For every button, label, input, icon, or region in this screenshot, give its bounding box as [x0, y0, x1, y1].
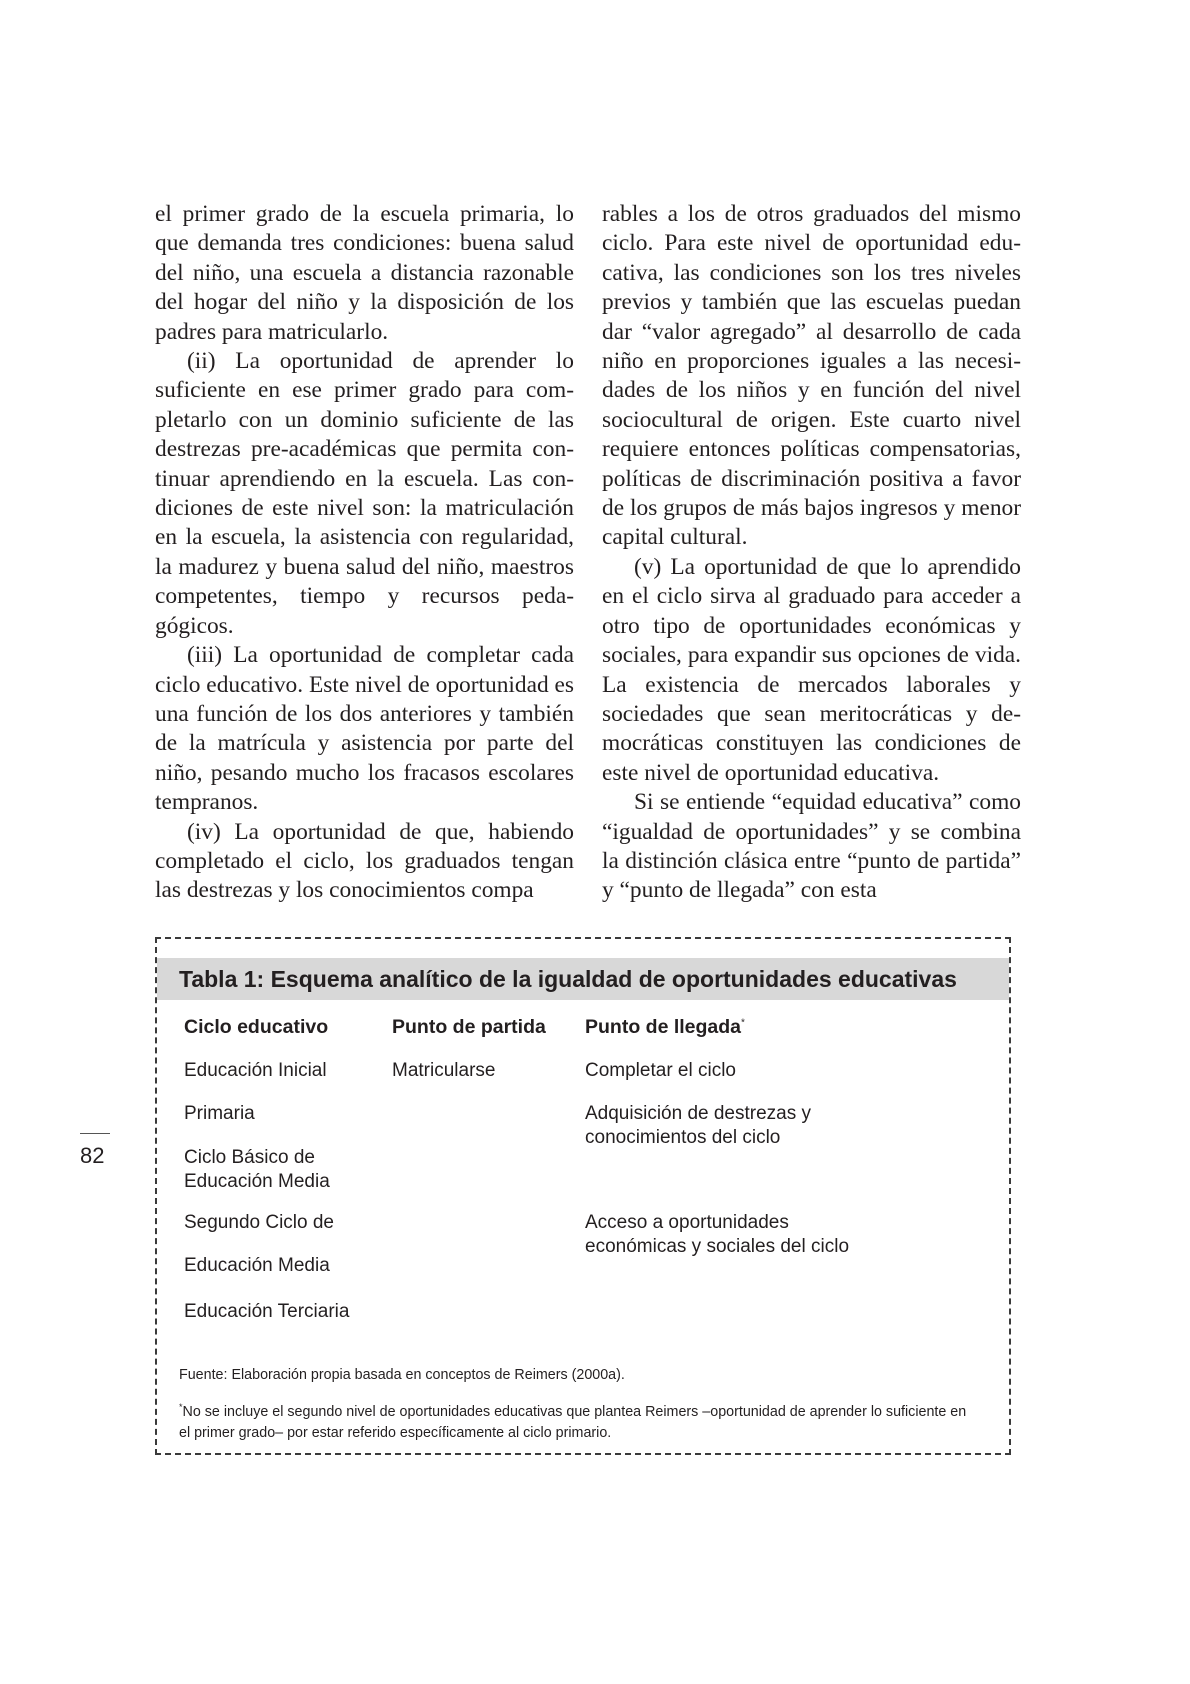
cell-punto-de-llegada: Adquisición de destrezas y conocimientos del ciclo [585, 1103, 812, 1148]
header-punto-de-partida: Punto de partida [392, 1016, 546, 1038]
page-number-rule [80, 1133, 110, 1134]
table-source: Fuente: Elaboración propia basada en conceptos de Reimers (2000a). [179, 1367, 625, 1383]
table-title: Tabla 1: Esquema analítico de la igualdad de oportunidades educativas [157, 958, 1009, 1000]
table-box [155, 937, 1011, 1455]
header-footnote-mark: * [741, 1017, 745, 1029]
header-punto-de-llegada: Punto de llegada* [585, 1016, 745, 1038]
cell-punto-de-llegada: Acceso a oportunidades económicas y sociales del ciclo [585, 1212, 850, 1257]
cell-ciclo: Ciclo Básico de Educación Media [184, 1147, 330, 1192]
paragraph: (ii) La oportunidad de aprender lo suficiente en ese primer grado para completarlo con un dominio suficiente de las destrezas pre-académicas que permita continuar aprendiendo en la escuela. Las condiciones de este nivel son: la matriculación en la escuela, la asistencia con regularidad, la madurez y buena salud del niño, maestros competentes, tiempo y recursos pedagógicos. [155, 348, 574, 639]
cell-ciclo: Educación Inicial [184, 1060, 327, 1081]
paragraph: el primer grado de la escuela primaria, lo que demanda tres condiciones: buena salud del niño, una escuela a distancia razonable del hogar del niño y la disposición de los padres para matricularlo. [155, 201, 574, 345]
cell-ciclo: Segundo Ciclo de [184, 1212, 334, 1233]
cell-ciclo: Educación Terciaria [184, 1301, 350, 1322]
page-number: 82 [80, 1143, 105, 1168]
cell-punto-de-partida: Matricularse [392, 1060, 496, 1081]
paragraph: (v) La oportunidad de que lo aprendido en el ciclo sirva al graduado para acceder a otro tipo de oportunidades económicas y sociales, para expandir sus opciones de vida. La existencia de mercados laborales y sociedades que sean meritocráticas y democráticas constituyen las condiciones de este nivel de oportunidad educativa. [602, 553, 1021, 786]
cell-ciclo: Primaria [184, 1103, 255, 1124]
table-footnote: *No se incluye el segundo nivel de oportunidades educativas que plantea Reimers –oportunidad de aprender lo suficiente en el primer grado– por estar referido específicamente al ciclo primario. [179, 1402, 967, 1441]
cell-punto-de-llegada: Completar el ciclo [585, 1060, 736, 1081]
cell-ciclo: Educación Media [184, 1255, 330, 1276]
left-text-column [155, 200, 574, 906]
paragraph: Si se entiende “equidad educativa” como “igualdad de oportunidades” y se combina la distinción clásica entre “punto de partida” y “punto de llegada” con esta [602, 789, 1021, 904]
paragraph: (iv) La oportunidad de que, habiendo completado el ciclo, los graduados tengan las destrezas y los conocimientos compa [155, 818, 574, 904]
paragraph: (iii) La oportunidad de completar cada ciclo educativo. Este nivel de oportunidad es una función de los dos anteriores y también de la matrícula y asistencia por parte del niño, pesando mucho los fracasos escolares tempranos. [155, 642, 574, 816]
header-ciclo-educativo: Ciclo educativo [184, 1016, 329, 1038]
paragraph: rables a los de otros graduados del mismo ciclo. Para este nivel de oportunidad educativa, las condiciones son los tres niveles previos y también que las escuelas puedan dar “valor agregado” al desarrollo de cada niño en proporciones iguales a las necesidades de los niños y en función del nivel sociocultural de origen. Este cuarto nivel requiere entonces políticas compensatorias, políticas de discriminación positiva a favor de los grupos de más bajos ingresos y menor capital cultural. [602, 201, 1021, 551]
footnote-mark: * [179, 1402, 183, 1412]
right-text-column [602, 200, 1021, 906]
